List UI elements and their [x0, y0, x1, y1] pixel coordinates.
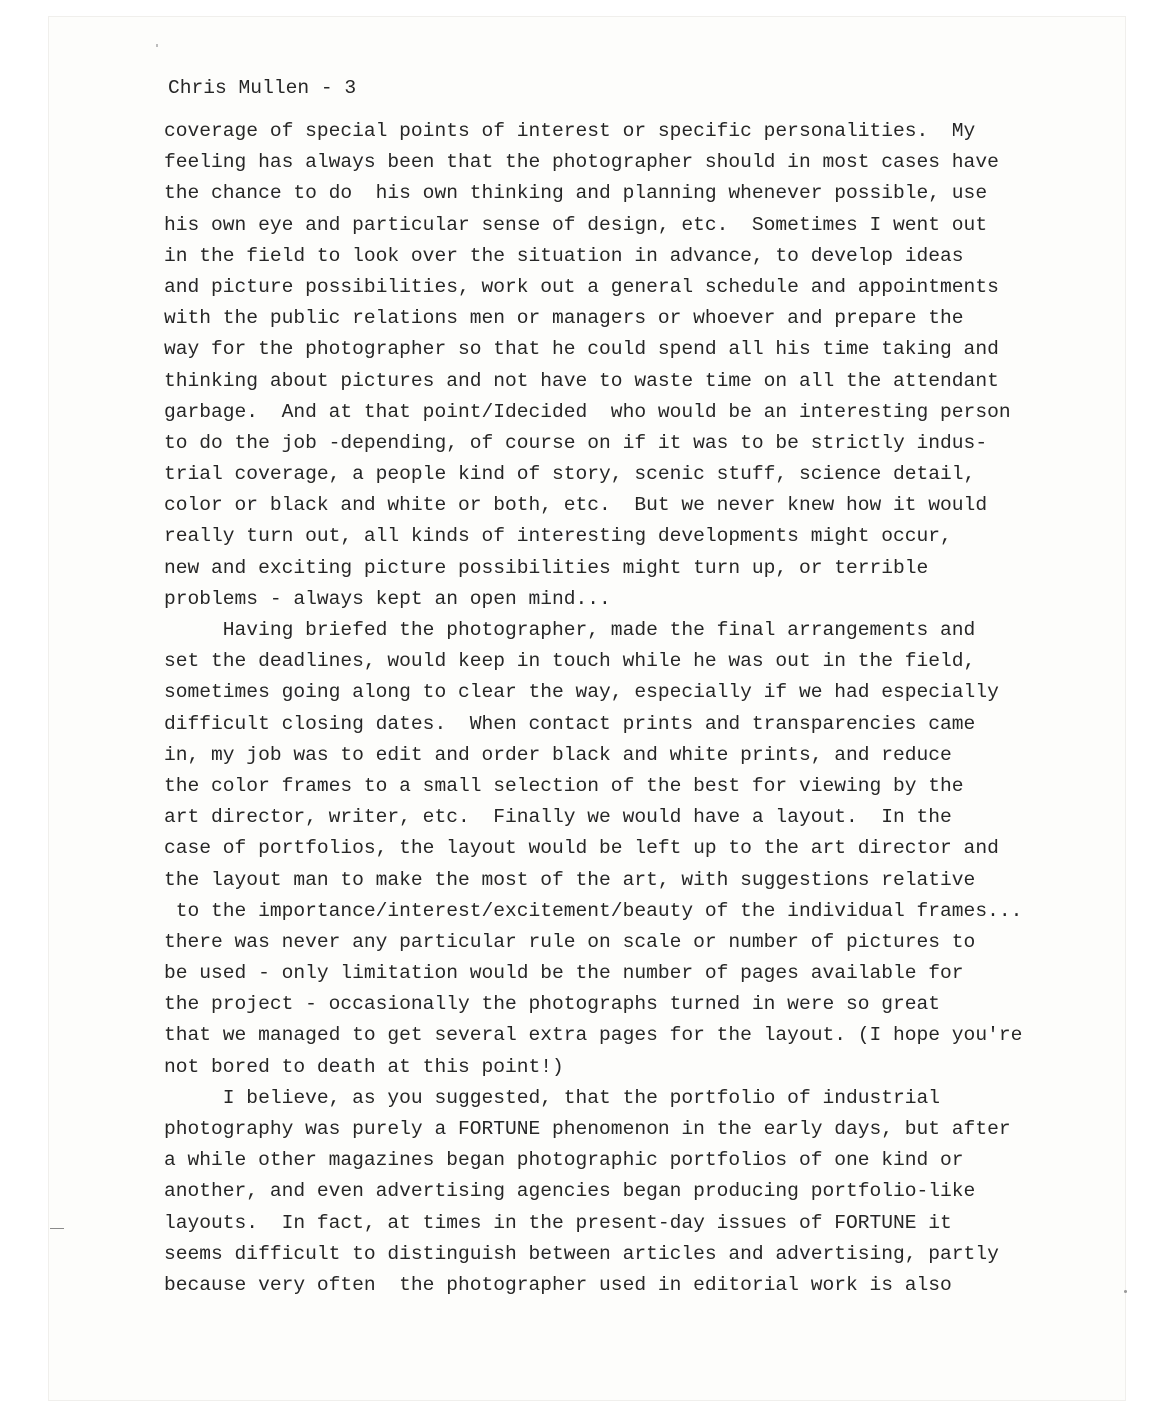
text-line: color or black and white or both, etc. But we never knew how it would [164, 494, 988, 517]
text-line: trial coverage, a people kind of story, scenic stuff, science detail, [164, 463, 976, 486]
text-line: really turn out, all kinds of interesting developments might occur, [164, 525, 952, 548]
text-line: to do the job -depending, of course on if it was to be strictly indus- [164, 431, 988, 454]
text-line: a while other magazines began photographic portfolios of one kind or [164, 1149, 964, 1172]
text-line: not bored to death at this point!) [164, 1055, 564, 1078]
paper-speck [156, 44, 158, 47]
text-line: his own eye and particular sense of design, etc. Sometimes I went out [164, 213, 988, 236]
text-line: I believe, as you suggested, that the portfolio of industrial [164, 1086, 941, 1109]
text-line: case of portfolios, the layout would be left up to the art director and [164, 837, 999, 860]
text-line: photography was purely a FORTUNE phenomenon in the early days, but after [164, 1118, 1011, 1140]
text-line: in, my job was to edit and order black and white prints, and reduce [164, 743, 952, 766]
text-line: be used - only limitation would be the number of pages available for [164, 962, 964, 985]
text-line: and picture possibilities, work out a general schedule and appointments [164, 275, 999, 298]
text-line: with the public relations men or managers or whoever and prepare the [164, 307, 964, 330]
margin-dot-mark [1124, 1290, 1127, 1293]
text-line: sometimes going along to clear the way, especially if we had especially [164, 681, 999, 704]
text-line: feeling has always been that the photographer should in most cases have [164, 151, 999, 174]
text-line: layouts. In fact, at times in the present-day issues of FORTUNE it [164, 1211, 952, 1234]
text-line: coverage of special points of interest or specific personalities. My [164, 120, 976, 142]
text-line: in the field to look over the situation in advance, to develop ideas [164, 244, 964, 267]
text-line: way for the photographer so that he could spend all his time taking and [164, 338, 999, 361]
text-line: seems difficult to distinguish between articles and advertising, partly [164, 1242, 999, 1265]
text-line: art director, writer, etc. Finally we would have a layout. In the [164, 806, 952, 829]
text-line: that we managed to get several extra pages for the layout. (I hope you're [164, 1024, 1023, 1047]
text-line: the color frames to a small selection of the best for viewing by the [164, 774, 964, 797]
text-line: the chance to do his own thinking and planning whenever possible, use [164, 182, 988, 205]
text-line: the layout man to make the most of the art, with suggestions relative [164, 868, 976, 891]
text-line: set the deadlines, would keep in touch while he was out in the field, [164, 650, 976, 673]
text-line: thinking about pictures and not have to waste time on all the attendant [164, 369, 999, 392]
text-line: another, and even advertising agencies began producing portfolio-like [164, 1180, 976, 1203]
text-line: problems - always kept an open mind... [164, 587, 611, 610]
text-line: new and exciting picture possibilities might turn up, or terrible [164, 556, 929, 579]
text-line: the project - occasionally the photographs turned in were so great [164, 993, 941, 1016]
text-line: garbage. And at that point/Idecided who would be an interesting person [164, 400, 1011, 423]
text-line: to the importance/interest/excitement/beauty of the individual frames... [164, 899, 1023, 922]
letter-body [164, 116, 1124, 1301]
text-line: because very often the photographer used in editorial work is also [164, 1273, 952, 1296]
text-line: difficult closing dates. When contact prints and transparencies came [164, 712, 976, 735]
text-line: Having briefed the photographer, made the final arrangements and [164, 619, 976, 641]
margin-tick-mark [50, 1228, 64, 1229]
page-header: Chris Mullen - 3 [168, 77, 357, 99]
text-line: there was never any particular rule on scale or number of pictures to [164, 930, 976, 953]
